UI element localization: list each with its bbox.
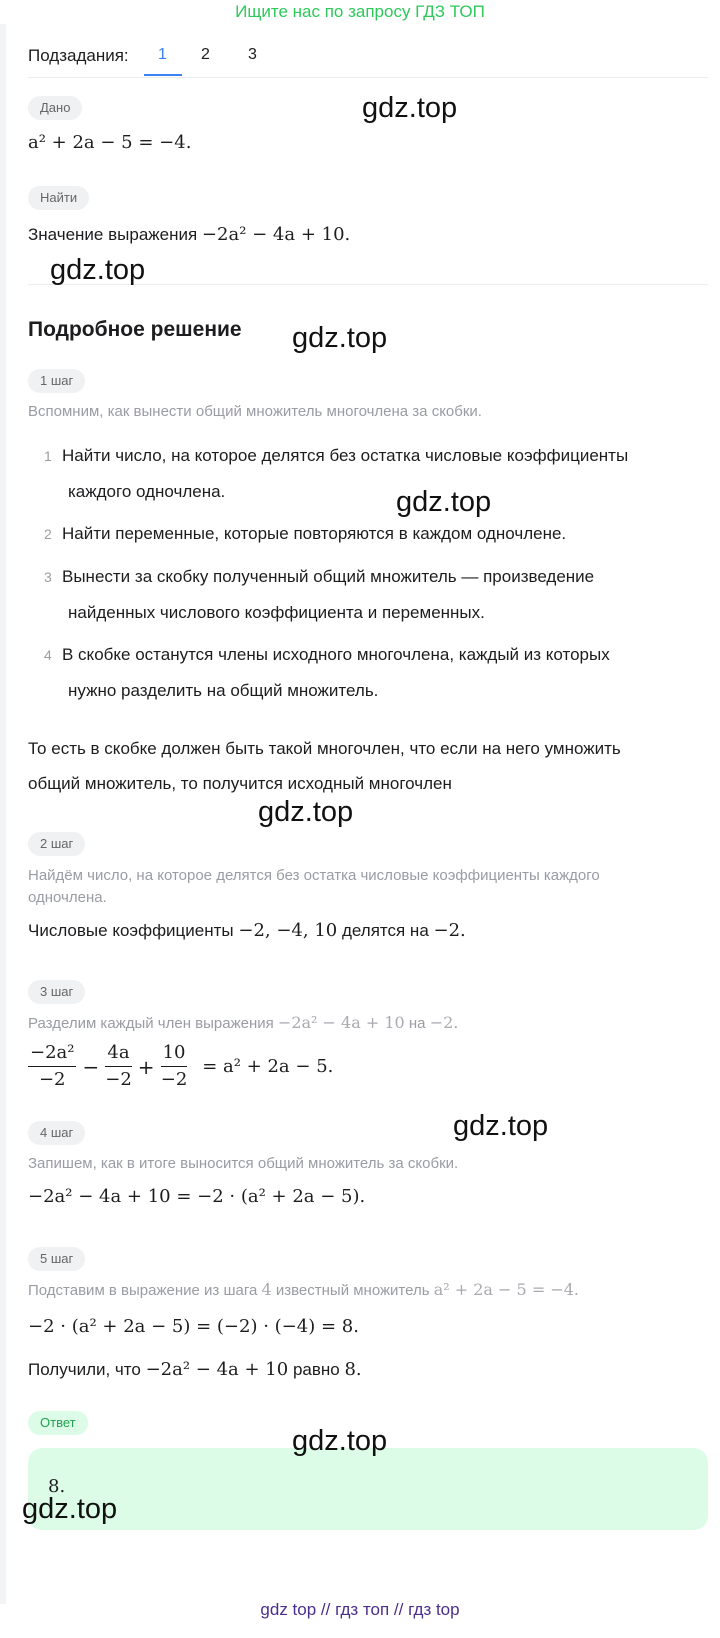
given-badge: Дано: [28, 96, 82, 120]
active-tab-indicator: [144, 74, 182, 76]
list-item-text: Найти число, на которое делятся без остатка числовые коэффициенты: [62, 446, 629, 465]
step1-intro: Вспомним, как вынести общий множитель многочлена за скобки.: [28, 403, 482, 420]
step5-result-expression: −2a² − 4a + 10: [145, 1359, 289, 1380]
list-item: [44, 516, 566, 552]
given-expression: a² + 2a − 5 = −4.: [28, 132, 192, 153]
tab-subtask-1[interactable]: 1: [158, 46, 167, 63]
subtask-tabs-label: Подзадания:: [28, 46, 129, 65]
fraction-denominator: −2: [160, 1069, 188, 1090]
watermark: gdz.top: [453, 1110, 549, 1142]
step1-badge: 1 шаг: [28, 369, 85, 393]
step2-statement: [28, 920, 466, 941]
watermark: gdz.top: [50, 254, 146, 286]
find-statement: [28, 224, 350, 245]
tab-subtask-2[interactable]: 2: [201, 46, 210, 63]
step1-summary-line1: То есть в скобке должен быть такой многочлен, что если на него умножить: [28, 739, 621, 758]
step2-intro: [28, 865, 600, 909]
step5-expression: −2 · (a² + 2a − 5) = (−2) · (−4) = 8.: [28, 1316, 359, 1337]
step5-result-prefix: Получили, что: [28, 1360, 141, 1379]
list-item-continuation: нужно разделить на общий множитель.: [68, 681, 379, 700]
list-item-continuation: найденных числового коэффициента и переменных.: [68, 603, 485, 622]
watermark: gdz.top: [362, 92, 458, 124]
fraction: [161, 1040, 188, 1093]
left-strip: [0, 24, 6, 1604]
fraction-numerator: −2a²: [28, 1040, 76, 1067]
step2-intro-line2: одночлена.: [28, 889, 107, 906]
minus-operator: −: [82, 1054, 100, 1079]
step2-divisor: −2.: [433, 920, 466, 941]
step4-badge: 4 шаг: [28, 1121, 85, 1145]
watermark: gdz.top: [22, 1493, 118, 1525]
answer-box: [28, 1448, 708, 1530]
step2-mid: делятся на: [341, 921, 429, 940]
step2-coefficients: −2, −4, 10: [238, 920, 338, 941]
list-item-continuation: каждого одночлена.: [68, 482, 226, 501]
subtask-tabs: [28, 40, 708, 78]
step3-intro-expression: −2a² − 4a + 10: [277, 1013, 405, 1032]
step5-intro-mid: известный множитель: [275, 1282, 430, 1299]
step5-intro: [28, 1279, 579, 1302]
answer-value: 8.: [48, 1476, 66, 1497]
step5-intro-expression: a² + 2a − 5 = −4.: [433, 1280, 579, 1299]
find-expression: −2a² − 4a + 10.: [201, 224, 351, 245]
answer-badge: Ответ: [28, 1411, 88, 1435]
step5-result-value: 8.: [344, 1359, 362, 1380]
step4-expression: −2a² − 4a + 10 = −2 · (a² + 2a − 5).: [28, 1186, 366, 1207]
list-item-text: Вынести за скобку полученный общий множитель — произведение: [62, 567, 595, 586]
list-item-number: 2: [44, 526, 52, 542]
step4-intro: Запишем, как в итоге выносится общий множитель за скобки.: [28, 1155, 459, 1172]
step5-result: [28, 1359, 362, 1380]
footer-links[interactable]: gdz top // гдз топ // гдз top: [260, 1600, 460, 1619]
watermark: gdz.top: [396, 486, 492, 518]
solution-title: Подробное решение: [28, 318, 242, 341]
step3-intro: [28, 1012, 458, 1035]
list-item: [44, 438, 628, 510]
list-item-text: Найти переменные, которые повторяются в каждом одночлене.: [62, 524, 567, 543]
find-prefix: Значение выражения: [28, 225, 198, 244]
step2-prefix: Числовые коэффициенты: [28, 921, 234, 940]
search-banner: Ищите нас по запросу ГДЗ ТОП: [235, 2, 485, 21]
fraction-denominator: −2: [38, 1069, 66, 1090]
fraction-numerator: 10: [161, 1040, 188, 1067]
list-item-number: 3: [44, 569, 52, 585]
list-item-number: 1: [44, 448, 52, 464]
step3-badge: 3 шаг: [28, 980, 85, 1004]
fraction: [28, 1040, 76, 1093]
list-item-text: В скобке останутся члены исходного многочлена, каждый из которых: [62, 645, 610, 664]
list-item-number: 4: [44, 647, 52, 663]
watermark: gdz.top: [258, 796, 354, 828]
step2-intro-line1: Найдём число, на которое делятся без остатка числовые коэффициенты каждого: [28, 867, 600, 884]
fraction: [105, 1040, 132, 1093]
step3-division: [28, 1040, 333, 1093]
step5-result-mid: равно: [292, 1360, 340, 1379]
step5-intro-prefix: Подставим в выражение из шага: [28, 1282, 258, 1299]
step3-intro-divisor: −2.: [429, 1013, 459, 1032]
watermark: gdz.top: [292, 1425, 388, 1457]
fraction-denominator: −2: [105, 1069, 132, 1090]
step3-intro-prefix: Разделим каждый член выражения: [28, 1015, 274, 1032]
step1-summary-line2: общий множитель, то получится исходный многочлен: [28, 774, 452, 793]
fraction-numerator: 4a: [105, 1040, 132, 1067]
list-item: [44, 559, 594, 631]
find-badge: Найти: [28, 186, 89, 210]
tab-subtask-3[interactable]: 3: [248, 46, 257, 63]
step3-intro-mid: на: [408, 1015, 426, 1032]
plus-operator: +: [137, 1054, 155, 1079]
step2-badge: 2 шаг: [28, 832, 85, 856]
watermark: gdz.top: [292, 322, 388, 354]
step3-result: = a² + 2a − 5.: [202, 1056, 334, 1077]
list-item: [44, 637, 610, 709]
step5-badge: 5 шаг: [28, 1247, 85, 1271]
step5-intro-step-number: 4: [261, 1280, 272, 1299]
